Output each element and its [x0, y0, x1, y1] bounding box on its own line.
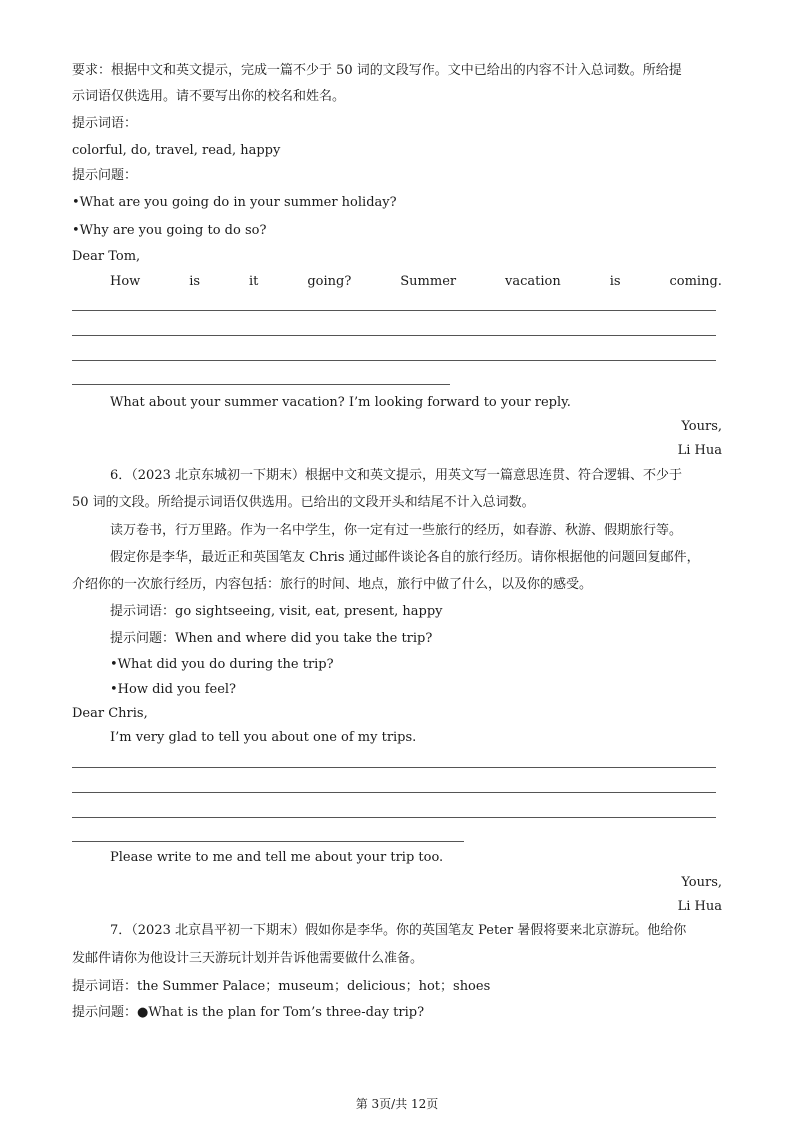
q5-opening-word: is	[609, 274, 621, 289]
q7-line2: 发邮件请你为他设计三天游玩计划并告诉他需要做什么准备。	[72, 951, 424, 966]
q5-opening-word: How	[110, 274, 141, 289]
q5-requirement-line1: 要求：根据中文和英文提示，完成一篇不少于 50 词的文段写作。文中已给出的内容不计入总词数。所给提	[72, 63, 682, 78]
q5-opening-word: is	[189, 274, 201, 289]
q5-question-1: •What are you going do in your summer holiday?	[72, 195, 397, 210]
q6-hint-question-3: •How did you feel?	[110, 682, 237, 697]
answer-line[interactable]	[72, 335, 716, 336]
q5-hint-words-label: 提示词语：	[72, 116, 138, 131]
answer-line[interactable]	[72, 767, 716, 768]
q5-requirement-line2: 示词语仅供选用。请不要写出你的校名和姓名。	[72, 89, 346, 104]
q6-hint-question-2: •What did you do during the trip?	[110, 657, 334, 672]
page-footer: 第 3页/共 12页	[355, 1097, 439, 1111]
q6-line3: 读万卷书，行万里路。作为一名中学生，你一定有过一些旅行的经历，如春游、秋游、假期旅行等。	[110, 523, 683, 538]
q6-line1: 6．（2023 北京东城初一下期末）根据中文和英文提示，用英文写一篇意思连贯、符合逻辑、不少于	[110, 468, 682, 483]
q5-opening-word: Summer	[400, 274, 457, 289]
q6-line4: 假定你是李华，最近正和英国笔友 Chris 通过邮件谈论各自的旅行经历。请你根据他的问题回复邮件，	[110, 550, 700, 565]
answer-line[interactable]	[72, 817, 716, 818]
q5-opening-word: vacation	[505, 274, 561, 289]
answer-line[interactable]	[72, 310, 716, 311]
q5-sign-off: Yours,	[681, 419, 722, 434]
q5-salutation: Dear Tom,	[72, 249, 141, 264]
answer-line[interactable]	[72, 384, 450, 385]
answer-line[interactable]	[72, 792, 716, 793]
q5-question-2: •Why are you going to do so?	[72, 223, 267, 238]
q7-line1: 7．（2023 北京昌平初一下期末）假如你是李华。你的英国笔友 Peter 暑假将要来北京游玩。他给你	[110, 923, 687, 938]
q6-opening: I’m very glad to tell you about one of my trips.	[110, 730, 417, 745]
q5-hint-words: colorful, do, travel, read, happy	[72, 143, 281, 158]
q6-salutation: Dear Chris,	[72, 706, 148, 721]
q7-hint-question: 提示问题：●What is the plan for Tom’s three-day trip?	[72, 1005, 425, 1020]
answer-line[interactable]	[72, 841, 464, 842]
q6-hint-question-1: 提示问题：When and where did you take the trip?	[110, 631, 433, 646]
q5-opening-line	[110, 273, 722, 291]
q5-closing: What about your summer vacation? I’m looking forward to your reply.	[110, 395, 571, 410]
q5-opening-word: it	[249, 274, 259, 289]
q5-hint-questions-label: 提示问题：	[72, 168, 138, 183]
q6-line2: 50 词的文段。所给提示词语仅供选用。已给出的文段开头和结尾不计入总词数。	[72, 495, 535, 510]
q6-sign-off: Yours,	[681, 875, 722, 890]
q5-opening-word: going?	[307, 274, 352, 289]
q7-hint-words: 提示词语：the Summer Palace；museum；delicious；hot；shoes	[72, 979, 491, 994]
q6-hint-words: 提示词语：go sightseeing, visit, eat, present, happy	[110, 604, 443, 619]
answer-line[interactable]	[72, 360, 716, 361]
q6-closing: Please write to me and tell me about your trip too.	[110, 850, 444, 865]
q5-signature: Li Hua	[677, 443, 722, 458]
q5-opening-word: coming.	[669, 274, 722, 289]
q6-line5: 介绍你的一次旅行经历，内容包括：旅行的时间、地点，旅行中做了什么，以及你的感受。	[72, 577, 593, 592]
q6-signature: Li Hua	[677, 899, 722, 914]
